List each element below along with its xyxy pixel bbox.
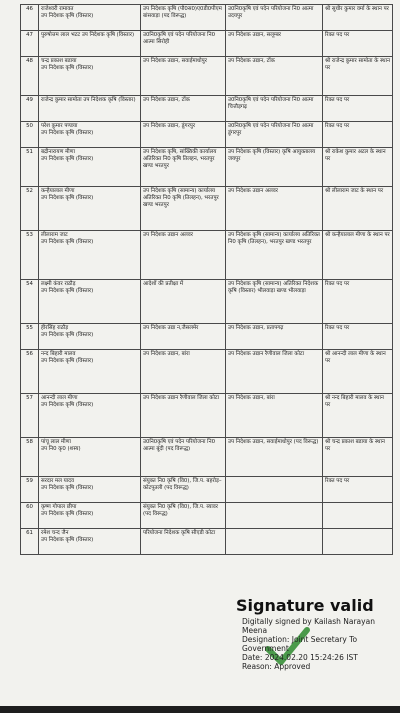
officer-name-cell: लक्ष्मी कंवर राठौड़ उप निदेशक कृषि (विस्तार) — [39, 280, 141, 324]
signature-details: Digitally signed by Kailash Narayan Meena Designation: Joint Secretary To Government Date: 2024.02.20 15:24:26 IST Reason: Approved — [242, 617, 375, 671]
remarks-cell: श्री आनन्दी लाल मीणा के स्थान पर — [323, 350, 393, 394]
current-posting-cell: संयुक्त नि0 कृषि (वि0), जि.प. ब्यावर (पद विरूद्ध) — [141, 503, 226, 529]
serial-number-cell: 55 — [21, 324, 39, 350]
bottom-edge — [0, 706, 400, 713]
transfer-table — [20, 4, 393, 555]
remarks-cell: रिक्त पद पर — [323, 31, 393, 57]
serial-number-cell: 49 — [21, 96, 39, 122]
new-posting-cell: उप निदेशक कृषि (सामान्य) कार्यालय अतिरिक्त नि0 कृषि (तिलहन), भरतपुर खण्ड भरतपुर — [226, 231, 323, 280]
officer-name-cell: सरदार मल यादव उप निदेशक कृषि (विस्तार) — [39, 477, 141, 503]
serial-number-cell: 59 — [21, 477, 39, 503]
current-posting-cell: उप निदेशक उद्या न,जैसलमेर — [141, 324, 226, 350]
current-posting-cell: आदेशों की प्रतीक्षा में — [141, 280, 226, 324]
remarks-cell: रिक्त पद पर — [323, 324, 393, 350]
remarks-cell: श्री नन्द बिहारी मालव के स्थान पर — [323, 394, 393, 438]
current-posting-cell: उप निदेशक कृषि (पौ0स0)ए0डी0पीएम बांसवाड़ा (पद विरूद्ध) — [141, 5, 226, 31]
serial-number-cell: 60 — [21, 503, 39, 529]
officer-name-cell: हीरसिंह राठौड़ उप निदेशक कृषि (विस्तार) — [39, 324, 141, 350]
new-posting-cell: उप निदेशक कृषि (सामान्य) अतिरिक्त निदेशक कृषि (विस्तार) भीलवाड़ा खण्ड भीलवाड़ा — [226, 280, 323, 324]
officer-name-cell: कन्हैयालाल मीणा उप निदेशक कृषि (विस्तार) — [39, 187, 141, 231]
remarks-cell: श्री लीलाराम जाट के स्थान पर — [323, 187, 393, 231]
new-posting-cell: उ0नि0कृषि एवं पदेन परियोजना नि0 आत्मा उदयपुर — [226, 5, 323, 31]
officer-name-cell: परेश कुमार पण्डया उप निदेशक कृषि (विस्तार) — [39, 122, 141, 148]
remarks-cell — [323, 503, 393, 529]
digital-signature-stamp — [236, 597, 394, 675]
table-row — [21, 231, 393, 280]
table-row — [21, 5, 393, 31]
serial-number-cell: 57 — [21, 394, 39, 438]
current-posting-cell: उप निदेशक उद्यान रैणीवाल जिला कोटा — [141, 394, 226, 438]
new-posting-cell — [226, 477, 323, 503]
new-posting-cell: उप निदेशक उद्यान, सलूम्बर — [226, 31, 323, 57]
remarks-cell: रिक्त पद पर — [323, 280, 393, 324]
new-posting-cell: उप निदेशक उद्यान अलवर — [226, 187, 323, 231]
new-posting-cell — [226, 529, 323, 555]
serial-number-cell: 61 — [21, 529, 39, 555]
table-row — [21, 394, 393, 438]
remarks-cell — [323, 529, 393, 555]
officer-name-cell: राजेन्द्र कुमार सामोता उप निदेशक कृषि (विस्तार) — [39, 96, 141, 122]
table-row — [21, 31, 393, 57]
table-row — [21, 122, 393, 148]
remarks-cell: श्री चन्द्र प्रकाश बडाया के स्थान पर — [323, 438, 393, 477]
remarks-cell: रिक्त पद पर — [323, 96, 393, 122]
current-posting-cell: उप निदेशक उद्यान, बांरा — [141, 350, 226, 394]
table-row — [21, 477, 393, 503]
serial-number-cell: 53 — [21, 231, 39, 280]
remarks-cell: श्री कन्हैयालाल मीणा के स्थान पर — [323, 231, 393, 280]
new-posting-cell: उप निदेशक उद्यान, प्रतापगढ़ — [226, 324, 323, 350]
current-posting-cell: उप निदेशक उद्यान, टोंक — [141, 96, 226, 122]
signature-status: Signature valid — [236, 596, 374, 615]
new-posting-cell: उप निदेशक उद्यान, टोंक — [226, 57, 323, 96]
remarks-cell: श्री सुधीर कुमार वर्मा के स्थान पर — [323, 5, 393, 31]
officer-name-cell: लीलाराम जाट उप निदेशक कृषि (विस्तार) — [39, 231, 141, 280]
table-row — [21, 438, 393, 477]
new-posting-cell: उप निदेशक कृषि (विस्तार) कृषि आयुक्तालय जयपुर — [226, 148, 323, 187]
serial-number-cell: 58 — [21, 438, 39, 477]
new-posting-cell: उ0नि0कृषि एवं पदेन परियोजना नि0 आत्मा डूंगरपुर — [226, 122, 323, 148]
new-posting-cell: उप निदेशक उद्यान रैणीवाल जिला कोटा — [226, 350, 323, 394]
current-posting-cell: उप निदेशक उद्यान, सवाईमाधोपुर — [141, 57, 226, 96]
new-posting-cell: उ0नि0कृषि एवं पदेन परियोजना नि0 आत्मा चित्तौड़गढ़ — [226, 96, 323, 122]
officer-name-cell: पुरुषोत्तम लाल भटट उप निदेशक कृषि (विस्तार) — [39, 31, 141, 57]
serial-number-cell: 47 — [21, 31, 39, 57]
table-row — [21, 350, 393, 394]
remarks-cell: श्री राजेन्द्र कुमार सामोता के स्थान पर — [323, 57, 393, 96]
table-row — [21, 503, 393, 529]
table-row — [21, 96, 393, 122]
current-posting-cell: उप निदेशक उद्यान, डूंगरपुर — [141, 122, 226, 148]
current-posting-cell: परियोजना निदेशक कृषि सीएडी कोटा — [141, 529, 226, 555]
officer-name-cell: पांचू लाल मीणा उप नि0 कृ0 (शस्य) — [39, 438, 141, 477]
current-posting-cell: उप निदेशक कृषि (सामान्य) कार्यालय अतिरिक्त नि0 कृषि (तिलहन), भरतपुर खण्ड भरतपुर — [141, 187, 226, 231]
new-posting-cell: उप निदेशक उद्यान, सवाईमाधोपुर (पद विरूद्ध) — [226, 438, 323, 477]
serial-number-cell: 48 — [21, 57, 39, 96]
remarks-cell: रिक्त पद पर — [323, 477, 393, 503]
current-posting-cell: उ0नि0कृषि एवं पदेन परियोजना नि0 आत्मा सिरोही — [141, 31, 226, 57]
table-row — [21, 187, 393, 231]
table-row — [21, 148, 393, 187]
current-posting-cell: उप निदेशक उद्यान अलवर — [141, 231, 226, 280]
serial-number-cell: 51 — [21, 148, 39, 187]
officer-name-cell: कृष्ण गोपाल छीपा उप निदेशक कृषि (विस्तार) — [39, 503, 141, 529]
table-body — [21, 5, 393, 555]
officer-name-cell: बद्रीनारायण मीणा उप निदेशक कृषि (विस्तार) — [39, 148, 141, 187]
remarks-cell: रिक्त पद पर — [323, 122, 393, 148]
new-posting-cell: उप निदेशक उद्यान, बांरा — [226, 394, 323, 438]
table-row — [21, 529, 393, 555]
current-posting-cell: उप निदेशक कृषि, सांख्यिकी कार्यालय अतिरिक्त नि0 कृषि तिलहन, भरतपुर खण्ड भरतपुर — [141, 148, 226, 187]
officer-name-cell: आनन्दी लाल मीणा उप निदेशक कृषि (विस्तार) — [39, 394, 141, 438]
table-row — [21, 57, 393, 96]
table-row — [21, 280, 393, 324]
serial-number-cell: 54 — [21, 280, 39, 324]
new-posting-cell — [226, 503, 323, 529]
current-posting-cell: उ0नि0कृषि एवं पदेन परियोजना नि0 आत्मा बूंदी (पद विरूद्ध) — [141, 438, 226, 477]
serial-number-cell: 52 — [21, 187, 39, 231]
table-row — [21, 324, 393, 350]
current-posting-cell: संयुक्त नि0 कृषि (वि0), जि.प. बहरोड़–कोटपूतली (पद विरूद्ध) — [141, 477, 226, 503]
serial-number-cell: 56 — [21, 350, 39, 394]
serial-number-cell: 50 — [21, 122, 39, 148]
officer-name-cell: नन्द बिहारी मालव उप निदेशक कृषि (विस्तार) — [39, 350, 141, 394]
officer-name-cell: चन्द्र प्रकाश बडाया उप निदेशक कृषि (विस्तार) — [39, 57, 141, 96]
remarks-cell: श्री राकेश कुमार अटल के स्थान पर — [323, 148, 393, 187]
serial-number-cell: 46 — [21, 5, 39, 31]
officer-name-cell: राजेश्वरी रामावत उप निदेशक कृषि (विस्तार) — [39, 5, 141, 31]
officer-name-cell: रमेश चन्द जैन उप निदेशक कृषि (विस्तार) — [39, 529, 141, 555]
